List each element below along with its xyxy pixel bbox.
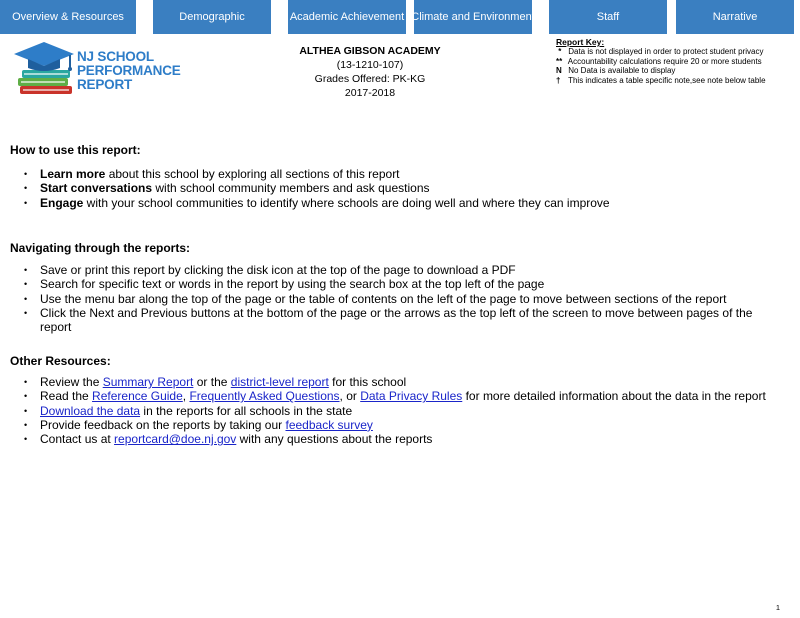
other-resources-list: [24, 375, 784, 446]
list-item: • Search for specific text or words in the report by using the search box at the top left of the page: [24, 277, 545, 292]
bullet: •: [24, 307, 28, 318]
data-privacy-rules-link[interactable]: Data Privacy Rules: [360, 389, 463, 404]
list-item: • Read the Reference Guide, Frequently Asked Questions, or Data Privacy Rules for more detailed information about the data in the report: [24, 389, 766, 404]
bullet: •: [24, 405, 28, 416]
list-item: • Save or print this report by clicking the disk icon at the top of the page to download a PDF: [24, 263, 516, 277]
logo-line-1: NJ SCHOOL: [77, 49, 154, 64]
navigating-list: [24, 263, 784, 334]
bullet: •: [24, 293, 28, 304]
school-name: ALTHEA GIBSON ACADEMY: [299, 45, 441, 57]
bullet: •: [24, 377, 28, 387]
report-key-item: * Data is not displayed in order to protect student privacy: [558, 47, 764, 57]
tab-staff[interactable]: Staff: [549, 0, 667, 34]
list-item: • Use the menu bar along the top of the page or the table of contents on the left of the page to move between sections of the report: [24, 291, 727, 306]
bullet: •: [24, 169, 28, 179]
school-year: 2017-2018: [344, 87, 396, 99]
logo-text: [77, 50, 207, 92]
feedback-survey-link[interactable]: feedback survey: [285, 417, 373, 432]
list-item: • Engage with your school communities to identify where schools are doing well and where they can improve: [24, 195, 610, 210]
grades-offered: Grades Offered: PK-KG: [314, 73, 426, 85]
how-to-use-list: [24, 167, 784, 210]
report-key-title: Report Key:: [556, 37, 605, 47]
school-code: (13-1210-107): [336, 59, 404, 71]
top-navigation-bar: [0, 0, 800, 34]
report-key-item: N No Data is available to display: [556, 66, 676, 76]
bullet: •: [24, 391, 28, 402]
list-item: • Review the Summary Report or the district-level report for this school: [24, 375, 407, 389]
how-to-use-heading: How to use this report:: [10, 143, 141, 157]
logo-line-3: REPORT: [77, 77, 133, 92]
report-key-item: † This indicates a table specific note,see note below table: [556, 75, 766, 85]
logo-line-2: PERFORMANCE: [77, 63, 181, 78]
list-item: • Provide feedback on the reports by taking our feedback survey: [24, 417, 373, 432]
bullet: •: [24, 183, 28, 194]
download-data-link[interactable]: Download the data: [40, 403, 141, 418]
tab-narrative[interactable]: Narrative: [676, 0, 794, 34]
tab-climate-environment[interactable]: Climate and Environment: [414, 0, 532, 34]
list-item: • Contact us at reportcard@doe.nj.gov with any questions about the reports: [24, 432, 433, 447]
report-key-item: ** Accountability calculations require 20 or more students: [556, 56, 762, 66]
bullet: •: [24, 419, 28, 430]
list-item: • Click the Next and Previous buttons at the bottom of the page or the arrows as the top left of the screen to move between pages of the report: [24, 305, 753, 335]
tab-overview-resources[interactable]: Overview & Resources: [0, 0, 136, 34]
summary-report-link[interactable]: Summary Report: [102, 375, 194, 389]
tab-demographic[interactable]: Demographic: [153, 0, 271, 34]
navigating-heading: Navigating through the reports:: [10, 241, 190, 255]
contact-email-link[interactable]: reportcard@doe.nj.gov: [114, 432, 237, 447]
faq-link[interactable]: Frequently Asked Questions: [189, 389, 340, 404]
report-key: [556, 38, 796, 85]
school-info: [280, 44, 460, 100]
list-item: • Learn more about this school by exploring all sections of this report: [24, 167, 400, 181]
bullet: •: [24, 434, 28, 445]
list-item: • Start conversations with school community members and ask questions: [24, 181, 430, 196]
tab-academic-achievement[interactable]: Academic Achievement: [288, 0, 406, 34]
bullet: •: [24, 279, 28, 290]
bullet: •: [24, 197, 28, 208]
bullet: •: [24, 265, 28, 275]
reference-guide-link[interactable]: Reference Guide: [92, 389, 183, 404]
list-item: • Download the data in the reports for all schools in the state: [24, 403, 353, 418]
district-report-link[interactable]: district-level report: [230, 375, 329, 389]
page-number: 1: [775, 603, 780, 612]
other-resources-heading: Other Resources:: [10, 354, 111, 368]
